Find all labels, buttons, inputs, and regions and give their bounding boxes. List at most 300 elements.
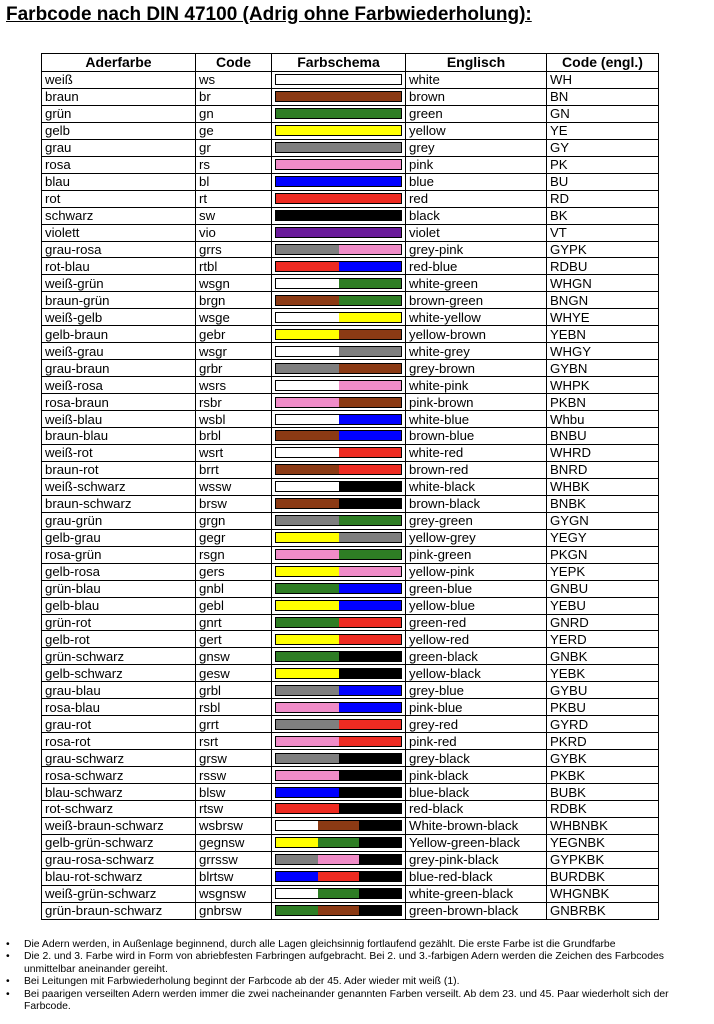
color-swatch-bar — [275, 481, 402, 492]
cell-englisch: violet — [406, 224, 547, 241]
header-code: Code — [196, 54, 272, 72]
footnote-item: • Die 2. und 3. Farbe wird in Form von abriebfesten Farbringen aufgebracht. Bei 2. und 3.-farbigen Adern werden die Zeichen des Farbcodes unmittelbar aneinander gereiht. — [6, 951, 708, 976]
table-row — [42, 716, 659, 733]
table-row — [42, 394, 659, 411]
cell-code: grbr — [196, 360, 272, 377]
table-row — [42, 851, 659, 868]
cell-englisch: pink-brown — [406, 394, 547, 411]
cell-farbschema — [272, 207, 406, 224]
cell-farbschema — [272, 648, 406, 665]
cell-englisch: grey-pink-black — [406, 851, 547, 868]
table-row — [42, 411, 659, 428]
cell-aderfarbe: gelb-rot — [42, 631, 196, 648]
cell-englisch: black — [406, 207, 547, 224]
color-swatch-segment — [276, 109, 401, 118]
cell-code: gn — [196, 105, 272, 122]
color-swatch-segment — [339, 754, 402, 763]
color-swatch-bar — [275, 702, 402, 713]
cell-code-engl: PKGN — [547, 546, 659, 563]
table-row — [42, 648, 659, 665]
cell-code-engl: GNBRBK — [547, 902, 659, 919]
cell-farbschema — [272, 428, 406, 445]
cell-aderfarbe: grau-rot — [42, 716, 196, 733]
color-swatch-segment — [276, 804, 339, 813]
cell-code: gr — [196, 139, 272, 156]
table-row — [42, 190, 659, 207]
table-row — [42, 495, 659, 512]
table-row — [42, 461, 659, 478]
color-swatch-segment — [339, 567, 402, 576]
cell-code-engl: YE — [547, 122, 659, 139]
cell-code-engl: GYBK — [547, 750, 659, 767]
cell-aderfarbe: weiß-schwarz — [42, 478, 196, 495]
cell-code-engl: GY — [547, 139, 659, 156]
color-swatch-bar — [275, 583, 402, 594]
cell-aderfarbe: blau-rot-schwarz — [42, 868, 196, 885]
color-swatch-segment — [339, 703, 402, 712]
cell-code-engl: BN — [547, 88, 659, 105]
header-farbschema: Farbschema — [272, 54, 406, 72]
table-row — [42, 258, 659, 275]
table-row — [42, 326, 659, 343]
color-swatch-segment — [339, 364, 402, 373]
cell-aderfarbe: gelb-grün-schwarz — [42, 834, 196, 851]
cell-code-engl: WHPK — [547, 377, 659, 394]
cell-farbschema — [272, 478, 406, 495]
header-englisch: Englisch — [406, 54, 547, 72]
cell-englisch: green-blue — [406, 580, 547, 597]
color-swatch-bar — [275, 871, 402, 882]
cell-code: blsw — [196, 784, 272, 801]
cell-code: rtsw — [196, 800, 272, 817]
cell-englisch: pink-green — [406, 546, 547, 563]
cell-aderfarbe: rot-schwarz — [42, 800, 196, 817]
cell-farbschema — [272, 546, 406, 563]
cell-aderfarbe: gelb — [42, 122, 196, 139]
color-swatch-segment — [276, 347, 339, 356]
cell-farbschema — [272, 851, 406, 868]
cell-code-engl: GYPK — [547, 241, 659, 258]
cell-farbschema — [272, 902, 406, 919]
color-swatch-segment — [276, 669, 339, 678]
cell-code: rsbr — [196, 394, 272, 411]
color-swatch-segment — [276, 262, 339, 271]
table-row — [42, 834, 659, 851]
cell-farbschema — [272, 122, 406, 139]
color-swatch-segment — [276, 177, 401, 186]
cell-farbschema — [272, 563, 406, 580]
color-swatch-segment — [276, 855, 318, 864]
cell-code: gert — [196, 631, 272, 648]
color-swatch-bar — [275, 295, 402, 306]
cell-farbschema — [272, 495, 406, 512]
cell-code: grgn — [196, 512, 272, 529]
cell-farbschema — [272, 750, 406, 767]
color-swatch-bar — [275, 142, 402, 153]
table-row — [42, 292, 659, 309]
color-swatch-segment — [339, 313, 402, 322]
color-swatch-bar — [275, 719, 402, 730]
cell-farbschema — [272, 258, 406, 275]
cell-code: br — [196, 88, 272, 105]
cell-code-engl: GNRD — [547, 614, 659, 631]
cell-code: gesw — [196, 665, 272, 682]
cell-englisch: brown-green — [406, 292, 547, 309]
cell-englisch: grey-black — [406, 750, 547, 767]
cell-code-engl: WHGNBK — [547, 885, 659, 902]
cell-code-engl: BNRD — [547, 461, 659, 478]
cell-farbschema — [272, 394, 406, 411]
cell-englisch: green — [406, 105, 547, 122]
table-row — [42, 105, 659, 122]
cell-englisch: white — [406, 72, 547, 89]
cell-code-engl: YEPK — [547, 563, 659, 580]
cell-englisch: blue-black — [406, 784, 547, 801]
cell-code: ws — [196, 72, 272, 89]
table-row — [42, 682, 659, 699]
cell-code-engl: RD — [547, 190, 659, 207]
cell-farbschema — [272, 784, 406, 801]
color-code-table — [41, 53, 659, 920]
cell-aderfarbe: blau — [42, 173, 196, 190]
cell-englisch: red-black — [406, 800, 547, 817]
cell-code-engl: WHYE — [547, 309, 659, 326]
cell-code: blrtsw — [196, 868, 272, 885]
cell-englisch: white-yellow — [406, 309, 547, 326]
color-swatch-bar — [275, 770, 402, 781]
color-swatch-segment — [318, 821, 360, 830]
color-swatch-segment — [339, 669, 402, 678]
table-row — [42, 868, 659, 885]
color-swatch-segment — [276, 821, 318, 830]
cell-code-engl: WHBNBK — [547, 817, 659, 834]
color-swatch-segment — [276, 703, 339, 712]
color-swatch-segment — [276, 601, 339, 610]
cell-code: brgn — [196, 292, 272, 309]
cell-code: grsw — [196, 750, 272, 767]
color-swatch-segment — [339, 652, 402, 661]
cell-code-engl: Whbu — [547, 411, 659, 428]
cell-code: brbl — [196, 428, 272, 445]
cell-code-engl: PKBU — [547, 699, 659, 716]
cell-code-engl: BU — [547, 173, 659, 190]
color-swatch-segment — [276, 126, 401, 135]
color-swatch-bar — [275, 261, 402, 272]
cell-code: rs — [196, 156, 272, 173]
color-swatch-bar — [275, 905, 402, 916]
color-swatch-segment — [318, 906, 360, 915]
cell-farbschema — [272, 377, 406, 394]
cell-englisch: yellow-brown — [406, 326, 547, 343]
cell-code-engl: GYBU — [547, 682, 659, 699]
color-swatch-segment — [276, 465, 339, 474]
color-swatch-segment — [276, 160, 401, 169]
table-row — [42, 902, 659, 919]
cell-code-engl: GYPKBK — [547, 851, 659, 868]
color-swatch-segment — [276, 652, 339, 661]
color-swatch-bar — [275, 329, 402, 340]
cell-code-engl: BNBK — [547, 495, 659, 512]
table-row — [42, 478, 659, 495]
cell-aderfarbe: grün-schwarz — [42, 648, 196, 665]
cell-code: gnrt — [196, 614, 272, 631]
cell-farbschema — [272, 173, 406, 190]
table-row — [42, 122, 659, 139]
cell-farbschema — [272, 360, 406, 377]
cell-code-engl: WHBK — [547, 478, 659, 495]
cell-code: wsbl — [196, 411, 272, 428]
cell-code: rsgn — [196, 546, 272, 563]
table-row — [42, 546, 659, 563]
cell-code-engl: PKRD — [547, 733, 659, 750]
cell-englisch: grey — [406, 139, 547, 156]
cell-code-engl: GNBU — [547, 580, 659, 597]
cell-code-engl: YEBK — [547, 665, 659, 682]
cell-code: wsrs — [196, 377, 272, 394]
color-swatch-segment — [276, 482, 339, 491]
table-header-row — [42, 54, 659, 72]
table-row — [42, 377, 659, 394]
color-swatch-segment — [276, 737, 339, 746]
table-row — [42, 156, 659, 173]
cell-code: grbl — [196, 682, 272, 699]
color-swatch-bar — [275, 668, 402, 679]
cell-englisch: grey-brown — [406, 360, 547, 377]
cell-farbschema — [272, 885, 406, 902]
color-swatch-segment — [339, 804, 402, 813]
color-swatch-bar — [275, 278, 402, 289]
color-swatch-segment — [339, 245, 402, 254]
cell-code-engl: YEBU — [547, 597, 659, 614]
cell-code-engl: WH — [547, 72, 659, 89]
color-swatch-bar — [275, 837, 402, 848]
cell-englisch: green-red — [406, 614, 547, 631]
color-swatch-bar — [275, 430, 402, 441]
cell-aderfarbe: rosa-schwarz — [42, 767, 196, 784]
cell-farbschema — [272, 868, 406, 885]
cell-code-engl: VT — [547, 224, 659, 241]
color-swatch-bar — [275, 244, 402, 255]
color-swatch-segment — [276, 635, 339, 644]
cell-code: vio — [196, 224, 272, 241]
cell-aderfarbe: weiß-grau — [42, 343, 196, 360]
table-row — [42, 665, 659, 682]
table-row — [42, 614, 659, 631]
footnote-item: • Die Adern werden, in Außenlage beginnend, durch alle Lagen gleichsinnig fortlaufend gezählt. Die erste Farbe ist die Grundfarbe — [6, 939, 708, 951]
cell-aderfarbe: grau-schwarz — [42, 750, 196, 767]
cell-englisch: yellow — [406, 122, 547, 139]
cell-code: wsgr — [196, 343, 272, 360]
color-swatch-segment — [339, 465, 402, 474]
cell-code-engl: RDBU — [547, 258, 659, 275]
color-swatch-segment — [276, 516, 339, 525]
color-swatch-bar — [275, 397, 402, 408]
color-swatch-bar — [275, 193, 402, 204]
cell-code: sw — [196, 207, 272, 224]
color-swatch-bar — [275, 210, 402, 221]
cell-code-engl: BNBU — [547, 428, 659, 445]
cell-englisch: red — [406, 190, 547, 207]
table-row — [42, 309, 659, 326]
table-row — [42, 885, 659, 902]
cell-englisch: red-blue — [406, 258, 547, 275]
cell-code-engl: PK — [547, 156, 659, 173]
color-swatch-bar — [275, 498, 402, 509]
cell-aderfarbe: rosa-braun — [42, 394, 196, 411]
color-swatch-segment — [339, 482, 402, 491]
color-swatch-segment — [276, 906, 318, 915]
color-swatch-bar — [275, 363, 402, 374]
color-swatch-segment — [276, 771, 339, 780]
color-swatch-segment — [276, 788, 339, 797]
color-swatch-segment — [276, 398, 339, 407]
cell-aderfarbe: rot — [42, 190, 196, 207]
color-swatch-bar — [275, 803, 402, 814]
cell-code: wsge — [196, 309, 272, 326]
color-swatch-segment — [276, 567, 339, 576]
cell-aderfarbe: weiß-braun-schwarz — [42, 817, 196, 834]
table-row — [42, 360, 659, 377]
cell-code-engl: YEGY — [547, 529, 659, 546]
color-swatch-segment — [339, 533, 402, 542]
color-swatch-segment — [359, 872, 401, 881]
color-swatch-segment — [339, 720, 402, 729]
cell-aderfarbe: rot-blau — [42, 258, 196, 275]
color-swatch-segment — [276, 584, 339, 593]
table-row — [42, 72, 659, 89]
color-swatch-bar — [275, 600, 402, 611]
color-swatch-bar — [275, 515, 402, 526]
cell-farbschema — [272, 461, 406, 478]
color-swatch-bar — [275, 617, 402, 628]
cell-englisch: brown-black — [406, 495, 547, 512]
table-row — [42, 817, 659, 834]
cell-code-engl: WHGN — [547, 275, 659, 292]
cell-aderfarbe: weiß-rot — [42, 444, 196, 461]
cell-code: brrt — [196, 461, 272, 478]
color-swatch-segment — [276, 296, 339, 305]
color-swatch-bar — [275, 227, 402, 238]
color-swatch-segment — [276, 228, 401, 237]
color-swatch-segment — [339, 499, 402, 508]
cell-farbschema — [272, 767, 406, 784]
color-swatch-segment — [276, 838, 318, 847]
color-swatch-segment — [359, 855, 401, 864]
table-row — [42, 88, 659, 105]
cell-aderfarbe: weiß-grün-schwarz — [42, 885, 196, 902]
cell-farbschema — [272, 156, 406, 173]
cell-code: grrs — [196, 241, 272, 258]
cell-englisch: yellow-red — [406, 631, 547, 648]
cell-farbschema — [272, 444, 406, 461]
color-swatch-segment — [276, 550, 339, 559]
color-swatch-bar — [275, 634, 402, 645]
cell-code: wsbrsw — [196, 817, 272, 834]
cell-code: gers — [196, 563, 272, 580]
color-swatch-segment — [276, 533, 339, 542]
color-swatch-bar — [275, 447, 402, 458]
cell-code: rsbl — [196, 699, 272, 716]
color-swatch-bar — [275, 549, 402, 560]
cell-code: wssw — [196, 478, 272, 495]
color-swatch-segment — [318, 872, 360, 881]
cell-code-engl: GYGN — [547, 512, 659, 529]
color-swatch-bar — [275, 176, 402, 187]
color-swatch-segment — [339, 279, 402, 288]
cell-englisch: white-red — [406, 444, 547, 461]
color-swatch-segment — [339, 398, 402, 407]
color-swatch-segment — [339, 584, 402, 593]
color-swatch-segment — [339, 550, 402, 559]
cell-aderfarbe: braun-grün — [42, 292, 196, 309]
cell-englisch: yellow-pink — [406, 563, 547, 580]
color-swatch-bar — [275, 651, 402, 662]
color-swatch-bar — [275, 159, 402, 170]
cell-englisch: yellow-blue — [406, 597, 547, 614]
color-swatch-segment — [276, 889, 318, 898]
cell-code: rt — [196, 190, 272, 207]
cell-code: gegnsw — [196, 834, 272, 851]
cell-aderfarbe: gelb-braun — [42, 326, 196, 343]
cell-aderfarbe: braun — [42, 88, 196, 105]
cell-code: wsrt — [196, 444, 272, 461]
cell-englisch: brown — [406, 88, 547, 105]
cell-aderfarbe: rosa — [42, 156, 196, 173]
color-swatch-bar — [275, 566, 402, 577]
cell-farbschema — [272, 343, 406, 360]
cell-englisch: pink-black — [406, 767, 547, 784]
color-swatch-segment — [339, 296, 402, 305]
header-aderfarbe: Aderfarbe — [42, 54, 196, 72]
cell-aderfarbe: weiß-grün — [42, 275, 196, 292]
table-row — [42, 563, 659, 580]
table-row — [42, 580, 659, 597]
table-row — [42, 597, 659, 614]
table-row — [42, 207, 659, 224]
color-swatch-bar — [275, 380, 402, 391]
table-row — [42, 631, 659, 648]
cell-aderfarbe: grün — [42, 105, 196, 122]
cell-englisch: white-grey — [406, 343, 547, 360]
cell-code-engl: YEGNBK — [547, 834, 659, 851]
cell-code: ge — [196, 122, 272, 139]
cell-farbschema — [272, 834, 406, 851]
cell-code: gnbrsw — [196, 902, 272, 919]
color-swatch-segment — [276, 448, 339, 457]
cell-aderfarbe: grün-rot — [42, 614, 196, 631]
cell-englisch: pink-blue — [406, 699, 547, 716]
color-swatch-segment — [339, 788, 402, 797]
cell-aderfarbe: grau — [42, 139, 196, 156]
cell-code: gnsw — [196, 648, 272, 665]
cell-code: rsrt — [196, 733, 272, 750]
footnotes-list — [6, 939, 708, 1013]
cell-farbschema — [272, 529, 406, 546]
color-swatch-segment — [359, 838, 401, 847]
color-swatch-segment — [318, 838, 360, 847]
cell-aderfarbe: weiß — [42, 72, 196, 89]
cell-englisch: green-black — [406, 648, 547, 665]
cell-code: gnbl — [196, 580, 272, 597]
cell-englisch: white-pink — [406, 377, 547, 394]
color-swatch-bar — [275, 414, 402, 425]
cell-farbschema — [272, 190, 406, 207]
color-swatch-segment — [339, 771, 402, 780]
cell-farbschema — [272, 580, 406, 597]
table-row — [42, 241, 659, 258]
cell-farbschema — [272, 699, 406, 716]
cell-code-engl: PKBN — [547, 394, 659, 411]
